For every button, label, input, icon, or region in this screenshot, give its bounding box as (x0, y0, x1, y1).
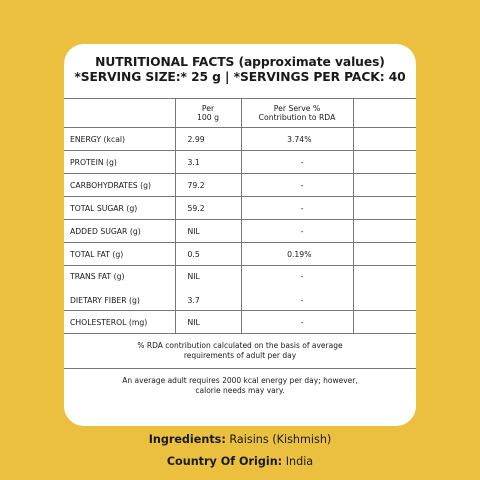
origin-value: India (282, 455, 314, 468)
nutrient-rda (241, 174, 353, 197)
nutrient-rda (241, 151, 353, 174)
extra-cell (353, 174, 416, 197)
header-per-serve-label: Per Serve % Contribution to RDA (258, 103, 336, 122)
nutrient-value: 79.2 (175, 174, 241, 197)
table-row (64, 174, 416, 197)
nutrient-name: CHOLESTEROL (mg) (64, 311, 175, 334)
extra-cell (353, 220, 416, 243)
rda-value: 3.74% (287, 134, 312, 144)
nutrient-name: ADDED SUGAR (g) (64, 220, 175, 243)
rda-note (64, 334, 416, 369)
header-extra-cell (353, 99, 416, 128)
header-per-100g-label: Per 100 g (197, 103, 219, 122)
nutrient-value: NIL (187, 272, 200, 281)
rda-note-text: % RDA contribution calculated on the basis of average requirements of adult per day (137, 340, 343, 360)
nutrient-value: 59.2 (175, 197, 241, 220)
extra-cell (353, 151, 416, 174)
table-row (64, 243, 416, 266)
energy-note (64, 369, 416, 404)
nutrition-card (64, 44, 416, 426)
nutrient-name: CARBOHYDRATES (g) (64, 174, 175, 197)
extra-cell (353, 311, 416, 334)
rda-value: - (300, 180, 304, 190)
table-header-row (64, 99, 416, 128)
nutrient-name-pair (64, 266, 175, 311)
nutrient-name: PROTEIN (g) (64, 151, 175, 174)
header-per-serve (241, 99, 353, 128)
nutrient-rda (241, 243, 353, 266)
nutrient-rda (241, 220, 353, 243)
nutrient-value: 3.7 (187, 296, 200, 305)
nutrient-rda (241, 311, 353, 334)
nutrient-rda (241, 128, 353, 151)
nutrition-title: NUTRITIONAL FACTS (approximate values) (95, 55, 385, 69)
rda-value: - (300, 317, 304, 327)
nutrient-name: TOTAL FAT (g) (64, 243, 175, 266)
rda-value: 0.19% (287, 249, 312, 259)
table-row (64, 128, 416, 151)
nutrient-value-pair (175, 266, 241, 311)
nutrient-rda (241, 197, 353, 220)
nutrient-name: ENERGY (kcal) (64, 128, 175, 151)
ingredients-label: Ingredients: (148, 433, 226, 446)
origin-line (0, 455, 480, 468)
rda-note-row (64, 334, 416, 369)
extra-cell (353, 266, 416, 311)
nutrient-value: 3.1 (175, 151, 241, 174)
header-empty-cell (64, 99, 175, 128)
nutrition-table (64, 98, 416, 403)
rda-value: - (300, 272, 304, 281)
rda-value: - (300, 157, 304, 167)
rda-value: - (300, 203, 304, 213)
nutrient-value: NIL (175, 220, 241, 243)
rda-value: - (300, 296, 304, 305)
nutrient-value: 2.99 (175, 128, 241, 151)
nutrient-rda-pair (241, 266, 353, 311)
table-row-merged (64, 266, 416, 311)
serving-info: *SERVING SIZE:* 25 g | *SERVINGS PER PACK: 40 (74, 70, 406, 84)
energy-note-row (64, 369, 416, 404)
nutrient-value: NIL (175, 311, 241, 334)
table-row (64, 151, 416, 174)
rda-value: - (300, 226, 304, 236)
header-per-100g (175, 99, 241, 128)
table-row (64, 311, 416, 334)
ingredients-line (0, 433, 480, 446)
table-row (64, 197, 416, 220)
table-row (64, 220, 416, 243)
extra-cell (353, 197, 416, 220)
energy-note-text: An average adult requires 2000 kcal energy per day; however, calorie needs may vary. (122, 375, 358, 395)
ingredients-value: Raisins (Kishmish) (225, 433, 332, 446)
extra-cell (353, 128, 416, 151)
nutrient-name: TRANS FAT (g) (70, 272, 125, 281)
nutrient-value: 0.5 (175, 243, 241, 266)
nutrient-name: TOTAL SUGAR (g) (64, 197, 175, 220)
extra-cell (353, 243, 416, 266)
origin-label: Country Of Origin: (166, 455, 283, 468)
nutrient-name: DIETARY FIBER (g) (70, 296, 140, 305)
